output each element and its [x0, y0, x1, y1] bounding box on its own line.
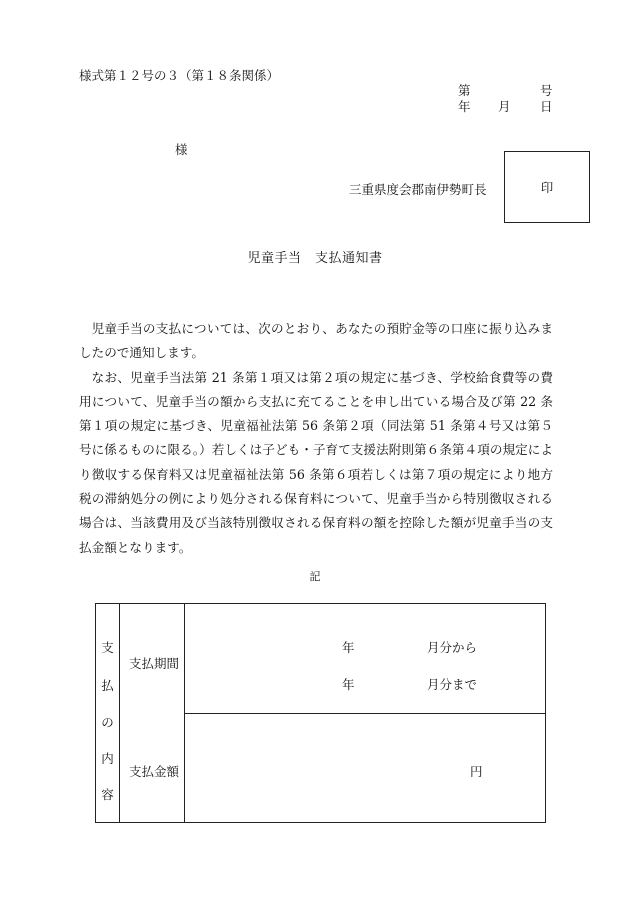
- payment-detail-table: [95, 603, 546, 823]
- body-paragraph-1: 児童手当の支払については、次のとおり、あなたの預貯金等の口座に振り込みましたので通知します。: [79, 321, 553, 361]
- issue-date-row: [458, 99, 554, 115]
- side-label-char: 払: [101, 678, 114, 693]
- amount-unit: 円: [470, 764, 483, 779]
- amount-label-cell: [119, 714, 185, 822]
- amount-label: 支払金額: [129, 764, 180, 779]
- side-label-column: [96, 604, 120, 822]
- record-mark: 記: [309, 570, 321, 583]
- period-to-year: 年: [342, 677, 355, 692]
- document-number-row: [458, 83, 554, 99]
- recipient-honorific: 様: [175, 142, 188, 157]
- date-year: 年: [458, 99, 471, 114]
- side-label-char: 容: [101, 787, 114, 802]
- notice-body: [79, 317, 553, 560]
- body-paragraph-2: なお、児童手当法第 21 条第１項又は第２項の規定に基づき、学校給食費等の費用について、児童手当の額から支払に充てることを申し出ている場合及び第 22 条第１項の規定に基づき、児童福祉法第 56 条第２項（同法第 51 条第４号又は第５号に係るものに限る。）若しくは子ども・子育て支援法附則第６条第４項の規定により徴収する保育料又は児童福祉法第 56 条第６項若しくは第７項の規定により地方税の滞納処分の例により処分される保育料について、児童手当から特別徴収される場合は、当該費用及び当該特別徴収される保育料の額を控除した額が児童手当の支払金額となります。: [79, 369, 553, 555]
- period-from-year: 年: [342, 640, 355, 655]
- number-suffix: 号: [540, 83, 553, 98]
- side-label-char: 内: [101, 751, 114, 766]
- period-to-month: 月分まで: [427, 677, 478, 692]
- number-date-block: [458, 83, 554, 115]
- seal-label: 印: [540, 180, 554, 195]
- document-title: 児童手当 支払通知書: [247, 251, 383, 266]
- date-day: 日: [540, 99, 553, 114]
- number-prefix: 第: [458, 83, 471, 98]
- side-label-char: の: [101, 715, 114, 730]
- period-label-cell: [119, 604, 185, 714]
- side-label-char: 支: [101, 640, 114, 655]
- period-label: 支払期間: [129, 656, 180, 671]
- seal-box: [504, 151, 590, 223]
- row-divider: [185, 713, 545, 714]
- period-from-month: 月分から: [427, 640, 478, 655]
- date-month: 月: [498, 99, 511, 114]
- form-number: 様式第１２号の３（第１８条関係）: [79, 68, 280, 83]
- issuer-name: 三重県度会郡南伊勢町長: [349, 182, 487, 197]
